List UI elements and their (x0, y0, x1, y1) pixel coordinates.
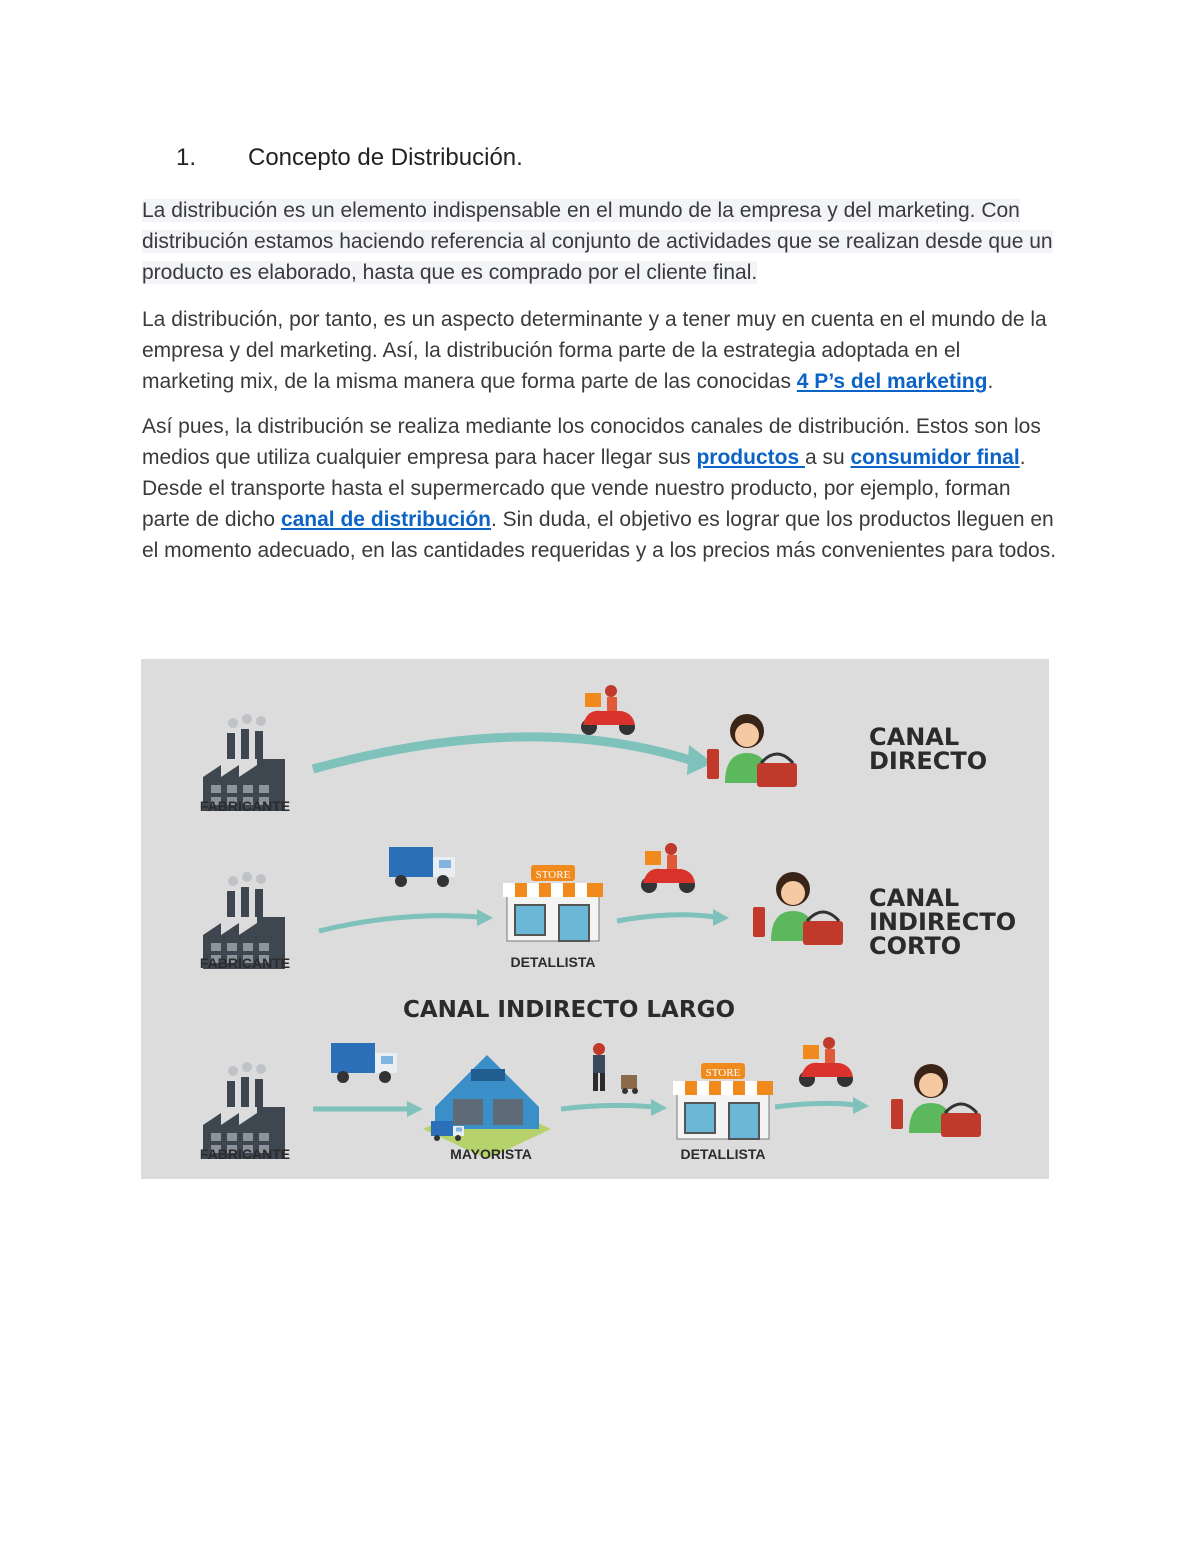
paragraph-3 (142, 411, 1057, 566)
label-fabricante-1: FABRICANTE (199, 798, 291, 814)
paragraph-3-text-3: . Desde el transporte hasta el supermercado que vende nuestro producto, por ejemplo, forman parte de dicho (142, 446, 1026, 531)
worker-cart-icon (593, 1043, 638, 1094)
paragraph-3-text-2: a su (804, 446, 851, 469)
arrow-to-customer-3 (775, 1103, 855, 1107)
store-sign-1: STORE (535, 869, 571, 881)
title-canal-largo: CANAL INDIRECTO LARGO (403, 997, 735, 1023)
arrow-to-detallista-2 (561, 1105, 653, 1109)
title-canal-corto-3: CORTO (869, 932, 962, 960)
link-canal-distribucion[interactable]: canal de distribución (280, 508, 491, 531)
arrow-direct (313, 737, 693, 769)
title-canal-corto-2: INDIRECTO (869, 908, 1017, 936)
paragraph-2-text: La distribución, por tanto, es un aspecto determinante y a tener muy en cuenta en el mundo de la empresa y del marketing. Así, la distribución forma parte de la estrategia adoptada en el marketing mix, de la misma manera que forma parte de las conocidas (142, 308, 1047, 393)
title-canal-corto-1: CANAL (869, 884, 960, 912)
factory-icon (203, 714, 285, 811)
truck-icon (331, 1043, 397, 1083)
factory-icon (203, 1062, 285, 1159)
warehouse-icon (423, 1055, 551, 1159)
paragraph-3-text-1: Así pues, la distribución se realiza mediante los conocidos canales de distribución. Estos son los medios que utiliza cualquier empresa para hacer llegar sus (142, 415, 1041, 469)
distribution-channels-diagram (141, 659, 1049, 1179)
arrow-head-to-detallista-2 (651, 1099, 667, 1116)
heading-number: 1. (176, 144, 197, 171)
link-productos[interactable]: productos (696, 446, 805, 469)
label-detallista-2: DETALLISTA (680, 1146, 766, 1162)
paragraph-2 (142, 304, 1057, 397)
arrow-to-customer-2 (617, 915, 715, 921)
arrow-head-to-mayorista (407, 1101, 423, 1117)
scooter-icon (641, 843, 695, 893)
label-fabricante-2: FABRICANTE (199, 955, 291, 971)
paragraph-3-text-4: . Sin duda, el objetivo es lograr que los productos lleguen en el momento adecuado, en las cantidades requeridas y a los precios más convenientes para todos. (142, 508, 1057, 562)
customer-icon (753, 872, 843, 945)
heading-title: Concepto de Distribución. (248, 144, 523, 171)
label-fabricante-3: FABRICANTE (199, 1146, 291, 1162)
scooter-icon (799, 1037, 853, 1087)
arrow-to-detallista (319, 916, 479, 931)
store-sign-2: STORE (705, 1067, 741, 1079)
link-4ps-marketing[interactable]: 4 P’s del marketing (796, 370, 988, 393)
label-mayorista: MAYORISTA (450, 1146, 532, 1162)
title-canal-directo-2: DIRECTO (869, 747, 988, 775)
scooter-icon (581, 685, 635, 735)
customer-icon (707, 714, 797, 787)
arrow-head-to-customer-3 (853, 1097, 869, 1114)
paragraph-1 (142, 195, 1057, 288)
paragraph-2-end: . (987, 370, 994, 393)
label-detallista-1: DETALLISTA (510, 954, 596, 970)
arrow-head-to-detallista (477, 909, 493, 926)
customer-icon (891, 1064, 981, 1137)
arrow-head-to-customer-2 (713, 909, 729, 926)
link-consumidor-final[interactable]: consumidor final (850, 446, 1020, 469)
truck-icon (389, 847, 455, 887)
title-canal-directo-1: CANAL (869, 723, 960, 751)
paragraph-1-text: La distribución es un elemento indispensable en el mundo de la empresa y del marketing. Con distribución estamos haciendo referencia al conjunto de actividades que se realizan desde que un producto es elaborado, hasta que es comprado por el cliente final. (142, 199, 1053, 284)
section-heading (176, 144, 523, 172)
